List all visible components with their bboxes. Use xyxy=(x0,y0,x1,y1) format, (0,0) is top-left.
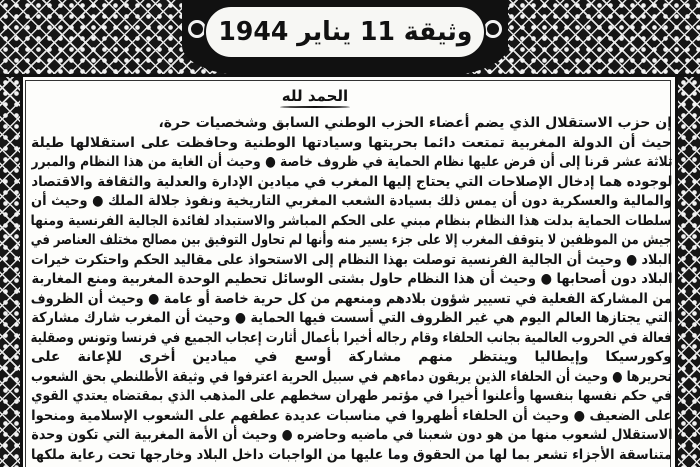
line-text: من المشاركة الفعلية في تسيير شؤون بلادهم ومنعهم من كل حرية خاصة أو عامة ● وحيث أن الظروف xyxy=(30,290,672,307)
scroll-end-ornament-right xyxy=(484,20,502,38)
text-line-18 xyxy=(30,444,672,464)
opening-heading: الحمد لله xyxy=(281,87,349,105)
line-text: والمالية والعسكرية دون أن يمس ذلك بسيادة الشعب المغربي التاريخية ونفوذ جلالة الملك ● وحيث أن xyxy=(31,193,672,209)
line-text: فعالة في الحروب العالمية بجانب الحلفاء وقام رجاله أخيرا بأعمال أثارت إعجاب الجميع في فرنسا وتونس وصقلية xyxy=(30,329,672,346)
text-line-7 xyxy=(30,229,672,249)
line-text: البلاد ● وحيث أن الجالية الفرنسية توصلت بهذا النظام إلى الاستحواذ على مقاليد الحكم واحتكرت خيرات xyxy=(31,251,672,268)
line-text: لوجوده هما إدخال الإصلاحات التي يحتاج إليها المغرب في ميادين الإدارة والعدلية والثقافة والاقتصاد xyxy=(30,173,672,190)
text-line-13 xyxy=(30,346,672,366)
line-text: متناسقة الأجزاء تشعر بما لها من الحقوق وما عليها من الواجبات داخل البلاد وخارجها تحت رعاية ملكها xyxy=(31,446,672,463)
line-text: جيش من الموظفين لا يتوقف المغرب إلا على جزء يسير منه وأنها لم تحاول التوفيق بين مصالح مختلف العناصر في xyxy=(30,232,672,248)
line-text: وكورسيكا وإيطاليا وينتظر منهم مشاركة أوسع في ميادين أخرى للإعانة على xyxy=(31,349,672,365)
line-text: إن حزب الاستقلال الذي يضم أعضاء الحزب الوطني السابق وشخصيات حرة، xyxy=(158,115,672,131)
line-text: ثلاثة عشر قرنا إلى أن فرض عليها نظام الحماية في ظروف خاصة ● وحيث أن الغاية من هذا النظام والمبرر xyxy=(30,154,672,170)
text-line-8 xyxy=(30,249,672,269)
right-ornamental-border xyxy=(678,77,700,467)
line-text: في حكم نفسها بنفسها وأعلنوا أخيرا في مؤتمر طهران سخطهم على المذهب الذي بمقتضاه يعتدي القوي xyxy=(30,388,672,404)
document-title: وثيقة 11 يناير 1944 xyxy=(217,17,472,47)
text-line-1 xyxy=(30,112,672,132)
line-text: البلاد دون أصحابها ● وحيث أن هذا النظام حاول بشتى الوسائل تحطيم الوحدة المغربية ومنع المغاربة xyxy=(31,271,672,287)
manifesto-body xyxy=(30,112,672,464)
heading-flourish xyxy=(280,106,350,108)
line-text: تحريرها ● وحيث أن الحلفاء الذين يريقون دماءهم في سبيل الحرية اعترفوا في وثيقة الأطلنطي بحق الشعوب xyxy=(30,368,672,385)
text-line-4 xyxy=(30,171,672,191)
text-line-16 xyxy=(30,405,672,425)
text-line-14 xyxy=(30,366,672,386)
line-text: سلطات الحماية بدلت هذا النظام بنظام مبني على الحكم المباشر والاستبداد لفائدة الجالية الفرنسية ومنها xyxy=(30,212,672,229)
left-ornamental-border xyxy=(0,77,20,467)
text-line-3 xyxy=(30,151,672,171)
text-line-15 xyxy=(30,385,672,405)
line-text: الاستقلال لشعوب منها من هو دون شعبنا في ماضيه وحاضره ● وحيث أن الأمة المغربية التي تكون وحدة xyxy=(30,427,672,443)
title-field xyxy=(204,5,486,59)
text-line-11 xyxy=(30,307,672,327)
text-line-5 xyxy=(30,190,672,210)
text-line-9 xyxy=(30,268,672,288)
text-line-10 xyxy=(30,288,672,308)
text-line-6 xyxy=(30,210,672,230)
line-text: حيث أن الدولة المغربية تمتعت دائما بحريتها وسيادتها الوطنية وحافظت على استقلالها طيلة xyxy=(31,134,672,151)
text-line-17 xyxy=(30,424,672,444)
line-text: على الضعيف ● وحيث أن الحلفاء أظهروا في مناسبات عديدة عطفهم على الشعوب الإسلامية ومنحوا xyxy=(30,407,672,424)
text-line-2 xyxy=(30,132,672,152)
text-line-12 xyxy=(30,327,672,347)
line-text: التي يجتازها العالم اليوم هي غير الظروف التي أسست فيها الحماية ● وحيث أن المغرب شارك مشاركة xyxy=(30,310,672,326)
